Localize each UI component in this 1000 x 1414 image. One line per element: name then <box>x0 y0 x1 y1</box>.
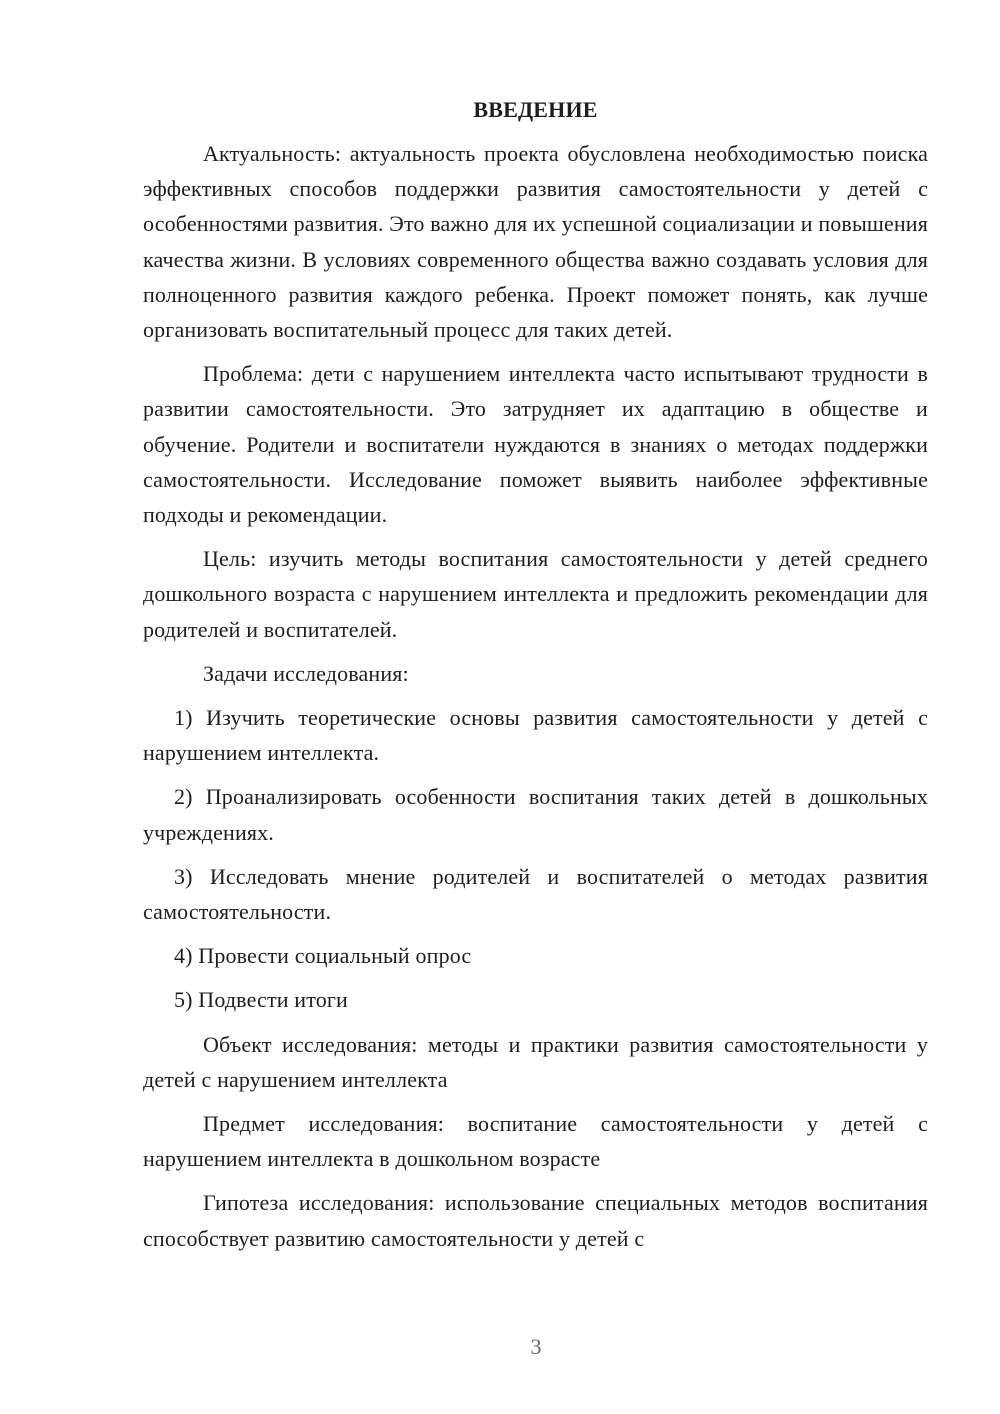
task-item-5: 5) Подвести итоги <box>174 987 348 1013</box>
subject-paragraph: Предмет исследования: воспитание самостоятельности у детей с нарушением интеллекта в дошкольном возрасте <box>143 1111 928 1172</box>
tasks-heading: Задачи исследования: <box>203 660 409 686</box>
goal-paragraph: Цель: изучить методы воспитания самостоятельности у детей среднего дошкольного возраста с нарушением интеллекта и предложить рекомендации для родителей и воспитателей. <box>143 546 928 642</box>
task-item-3: 3) Исследовать мнение родителей и воспитателей о методах развития самостоятельности. <box>143 863 928 925</box>
hypothesis-paragraph: Гипотеза исследования: использование специальных методов воспитания способствует развитию самостоятельности у детей с <box>143 1190 928 1251</box>
section-heading: ВВЕДЕНИЕ <box>473 97 598 122</box>
page-number: 3 <box>530 1334 542 1359</box>
problem-paragraph: Проблема: дети с нарушением интеллекта часто испытывают трудности в развитии самостоятельности. Это затрудняет их адаптацию в обществе и обучение. Родители и воспитатели нуждаются в знаниях о методах поддержки самостоятельности. Исследование поможет выявить наиболее эффективные подходы и рекомендации. <box>143 361 928 528</box>
relevance-paragraph: Актуальность: актуальность проекта обусловлена необходимостью поиска эффективных способов поддержки развития самостоятельности у детей с особенностями развития. Это важно для их успешной социализации и повышения качества жизни. В условиях современного общества важно создавать условия для полноценного развития каждого ребенка. Проект поможет понять, как лучше организовать воспитательный процесс для таких детей. <box>143 141 928 343</box>
task-item-2: 2) Проанализировать особенности воспитания таких детей в дошкольных учреждениях. <box>143 784 928 845</box>
task-item-1: 1) Изучить теоретические основы развития самостоятельности у детей с нарушением интеллекта. <box>143 705 928 766</box>
object-paragraph: Объект исследования: методы и практики развития самостоятельности у детей с нарушением интеллекта <box>143 1031 928 1092</box>
task-item-4: 4) Провести социальный опрос <box>174 943 472 969</box>
page-content <box>143 92 928 1265</box>
